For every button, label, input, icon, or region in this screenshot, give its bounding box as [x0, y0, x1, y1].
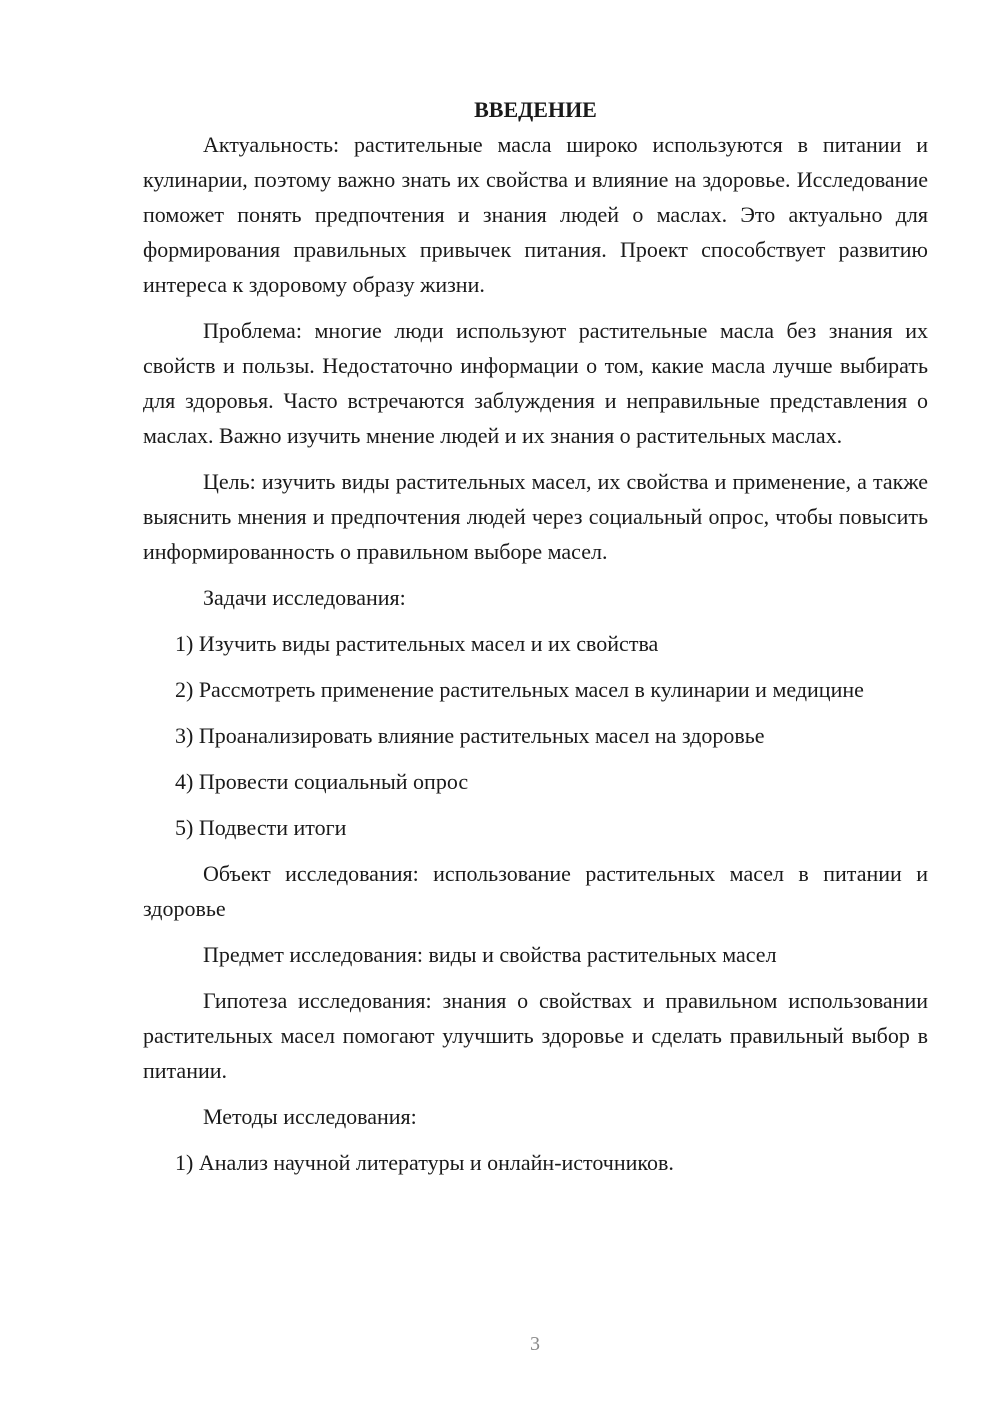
task-item: 1) Изучить виды растительных масел и их свойства [175, 631, 659, 656]
method-item: 1) Анализ научной литературы и онлайн-источников. [175, 1150, 674, 1175]
paragraph-subject: Предмет исследования: виды и свойства растительных масел [203, 942, 777, 967]
task-item: 3) Проанализировать влияние растительных масел на здоровье [175, 723, 765, 748]
task-item: 2) Рассмотреть применение растительных масел в кулинарии и медицине [175, 677, 864, 702]
document-page [143, 92, 928, 1180]
paragraph-object: Объект исследования: использование растительных масел в питании и здоровье [143, 861, 928, 921]
task-item: 4) Провести социальный опрос [175, 769, 469, 794]
task-item: 5) Подвести итоги [175, 815, 347, 840]
page-number: 3 [530, 1333, 540, 1355]
paragraph-problem: Проблема: многие люди используют растительные масла без знания их свойств и пользы. Недостаточно информации о том, какие масла лучше выбирать для здоровья. Часто встречаются заблуждения и неправильные представления о маслах. Важно изучить мнение людей и их знания о растительных маслах. [143, 318, 928, 448]
paragraph-relevance: Актуальность: растительные масла широко используются в питании и кулинарии, поэтому важно знать их свойства и влияние на здоровье. Исследование поможет понять предпочтения и знания людей о маслах. Это актуально для формирования правильных привычек питания. Проект способствует развитию интереса к здоровому образу жизни. [143, 132, 928, 297]
paragraph-goal: Цель: изучить виды растительных масел, их свойства и применение, а также выяснить мнения и предпочтения людей через социальный опрос, чтобы повысить информированность о правильном выборе масел. [143, 469, 928, 564]
paragraph-hypothesis: Гипотеза исследования: знания о свойствах и правильном использовании растительных масел помогают улучшить здоровье и сделать правильный выбор в питании. [143, 988, 928, 1083]
tasks-heading: Задачи исследования: [203, 585, 406, 610]
methods-heading: Методы исследования: [203, 1104, 417, 1129]
section-title: ВВЕДЕНИЕ [474, 97, 597, 122]
